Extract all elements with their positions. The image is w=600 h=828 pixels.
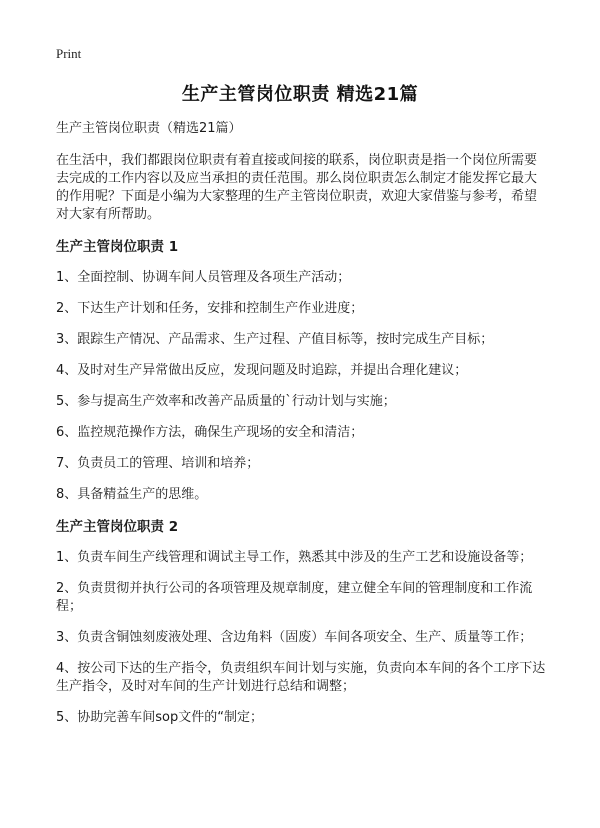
list-item: 8、具备精益生产的思维。 <box>56 487 208 502</box>
list-item: 5、协助完善车间sop文件的“制定； <box>56 710 263 725</box>
print-link[interactable]: Print <box>56 46 82 61</box>
list-item: 7、负责员工的管理、培训和培养； <box>56 456 260 471</box>
section-heading: 生产主管岗位职责 2 <box>56 519 179 535</box>
intro-paragraph: 在生活中，我们都跟岗位职责有着直接或间接的联系，岗位职责是指一个岗位所需要去完成的工作内容以及应当承担的责任范围。那么岗位职责怎么制定才能发挥它最大的作用呢？下面是小编为大家整理的生产主管岗位职责，欢迎大家借鉴与参考，希望对大家有所帮助。 <box>56 153 538 222</box>
article-body <box>56 120 548 741</box>
duty-list <box>56 549 548 727</box>
list-item: 2、负责贯彻并执行公司的各项管理及规章制度，建立健全车间的管理制度和工作流程； <box>56 581 533 614</box>
duty-list <box>56 269 548 504</box>
list-item: 1、负责车间生产线管理和调试主导工作，熟悉其中涉及的生产工艺和设施设备等； <box>56 550 533 565</box>
list-item: 5、参与提高生产效率和改善产品质量的`行动计划与实施； <box>56 394 396 409</box>
list-item: 1、全面控制、协调车间人员管理及各项生产活动； <box>56 270 351 285</box>
list-item: 2、下达生产计划和任务，安排和控制生产作业进度； <box>56 301 364 316</box>
list-item: 4、及时对生产异常做出反应，发现问题及时追踪，并提出合理化建议； <box>56 363 468 378</box>
list-item: 3、跟踪生产情况、产品需求、生产过程、产值目标等，按时完成生产目标； <box>56 332 494 347</box>
article-subtitle: 生产主管岗位职责（精选21篇） <box>56 121 242 136</box>
list-item: 6、监控规范操作方法，确保生产现场的安全和清洁； <box>56 425 364 440</box>
list-item: 4、按公司下达的生产指令，负责组织车间计划与实施，负责向本车间的各个工序下达生产指令，及时对车间的生产计划进行总结和调整； <box>56 661 546 694</box>
list-item: 3、负责含铜蚀刻废液处理、含边角料（固废）车间各项安全、生产、质量等工作； <box>56 630 533 645</box>
page-title: 生产主管岗位职责 精选21篇 <box>181 84 419 105</box>
section-heading: 生产主管岗位职责 1 <box>56 239 179 255</box>
